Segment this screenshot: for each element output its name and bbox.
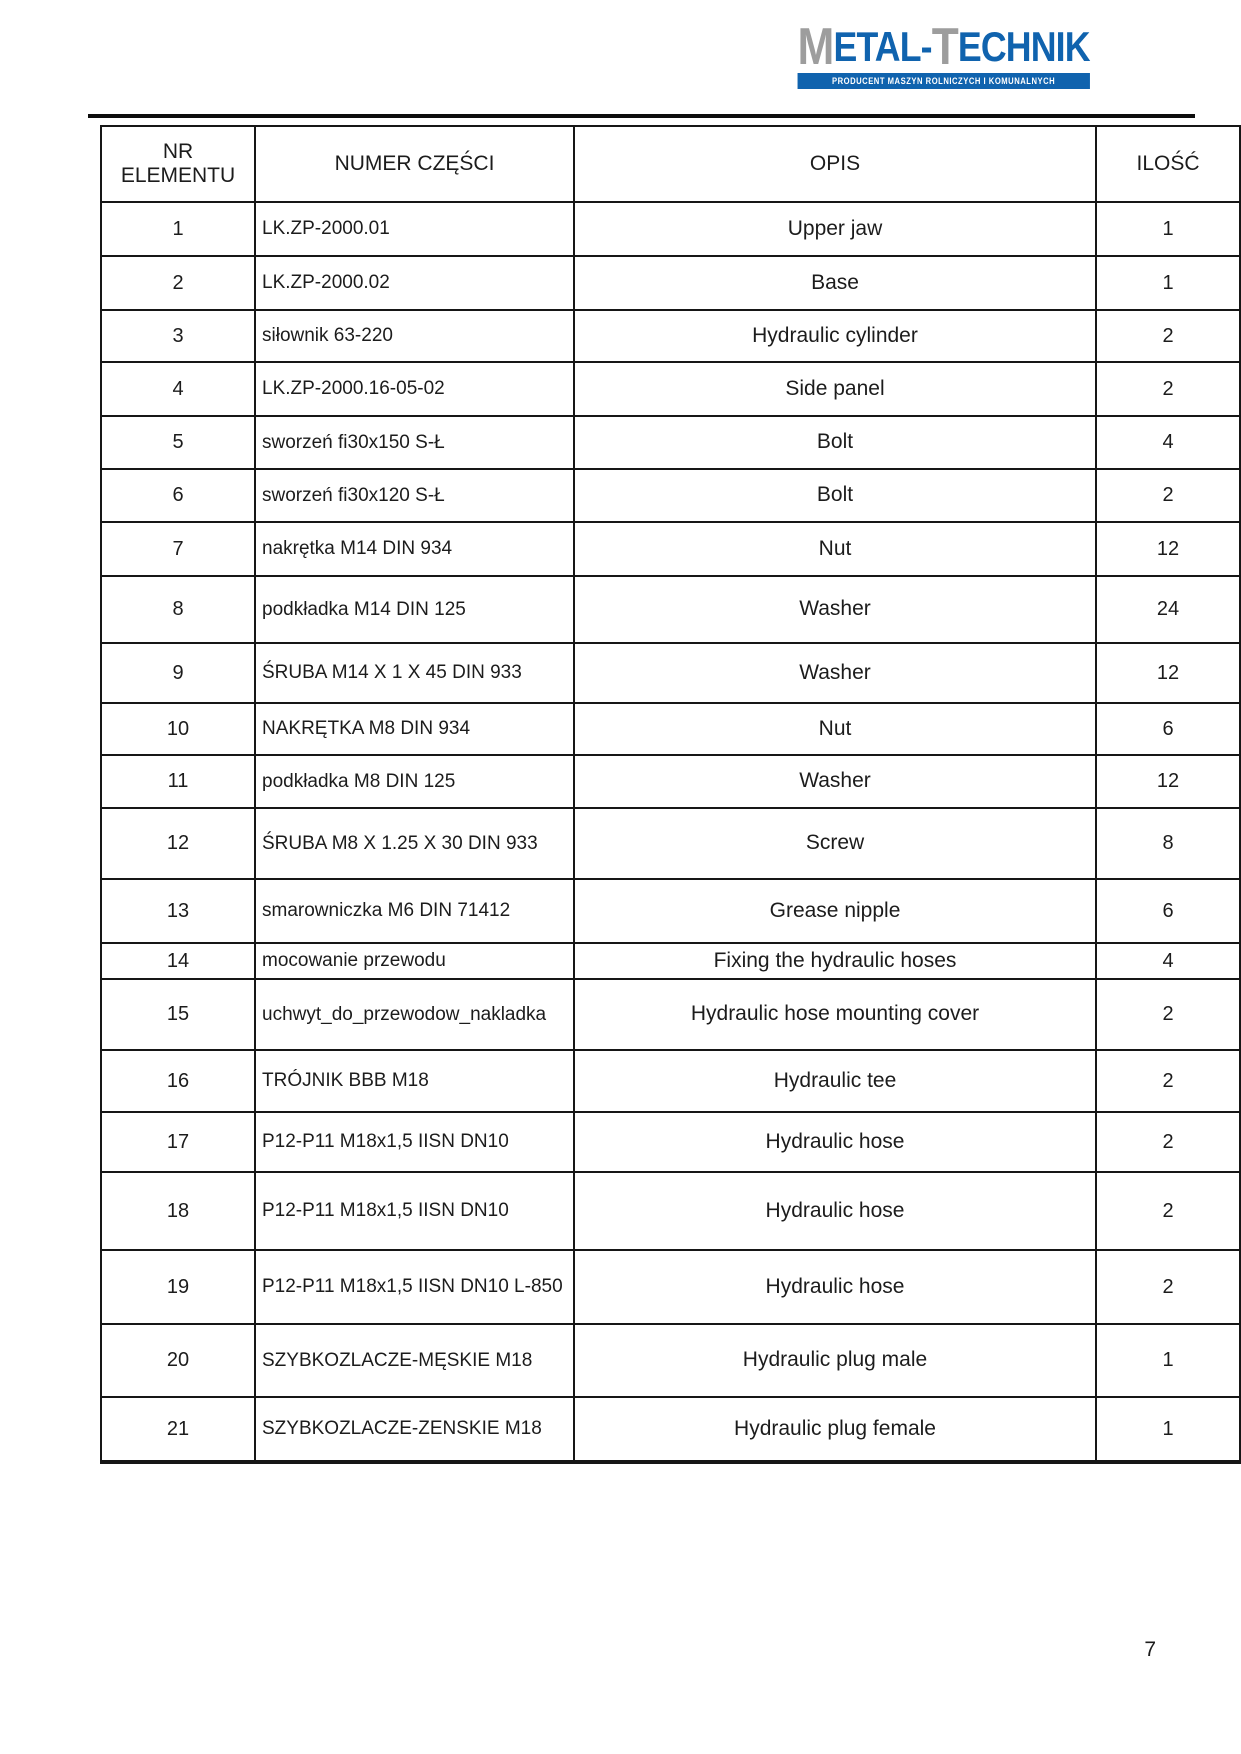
cell-description: Grease nipple: [574, 879, 1096, 943]
parts-table-body: [101, 202, 1240, 1462]
cell-element-number: 9: [101, 643, 255, 703]
header-element-number: NR ELEMENTU: [101, 126, 255, 202]
table-row: [101, 943, 1240, 979]
table-row: [101, 1112, 1240, 1172]
cell-description: Hydraulic hose: [574, 1250, 1096, 1324]
cell-quantity: 4: [1096, 416, 1240, 469]
cell-element-number: 5: [101, 416, 255, 469]
table-row: [101, 1172, 1240, 1250]
table-row: [101, 808, 1240, 879]
table-row: [101, 879, 1240, 943]
table-row: [101, 310, 1240, 362]
table-row: [101, 362, 1240, 416]
cell-part-number: P12-P11 M18x1,5 IISN DN10: [255, 1172, 574, 1250]
cell-element-number: 16: [101, 1050, 255, 1112]
cell-quantity: 2: [1096, 362, 1240, 416]
cell-quantity: 12: [1096, 643, 1240, 703]
table-row: [101, 416, 1240, 469]
cell-part-number: siłownik 63-220: [255, 310, 574, 362]
cell-quantity: 2: [1096, 1172, 1240, 1250]
cell-element-number: 6: [101, 469, 255, 522]
logo-wordmark: [797, 18, 1090, 76]
cell-description: Nut: [574, 522, 1096, 576]
cell-quantity: 1: [1096, 202, 1240, 256]
cell-quantity: 6: [1096, 879, 1240, 943]
cell-quantity: 2: [1096, 1112, 1240, 1172]
header-divider: [88, 114, 1195, 118]
cell-element-number: 4: [101, 362, 255, 416]
cell-element-number: 8: [101, 576, 255, 643]
cell-element-number: 10: [101, 703, 255, 755]
table-row: [101, 643, 1240, 703]
cell-description: Hydraulic tee: [574, 1050, 1096, 1112]
table-row: [101, 256, 1240, 310]
cell-element-number: 1: [101, 202, 255, 256]
cell-part-number: SZYBKOZLACZE-MĘSKIE M18: [255, 1324, 574, 1397]
cell-part-number: LK.ZP-2000.01: [255, 202, 574, 256]
cell-element-number: 2: [101, 256, 255, 310]
logo-text-echnik: ECHNIK: [958, 23, 1090, 70]
header-quantity: ILOŚĆ: [1096, 126, 1240, 202]
table-row: [101, 703, 1240, 755]
cell-quantity: 1: [1096, 256, 1240, 310]
cell-description: Base: [574, 256, 1096, 310]
cell-quantity: 2: [1096, 1050, 1240, 1112]
cell-quantity: 2: [1096, 310, 1240, 362]
cell-element-number: 14: [101, 943, 255, 979]
cell-element-number: 3: [101, 310, 255, 362]
cell-quantity: 4: [1096, 943, 1240, 979]
header-description: OPIS: [574, 126, 1096, 202]
cell-element-number: 13: [101, 879, 255, 943]
table-row: [101, 1250, 1240, 1324]
logo-tagline: PRODUCENT MASZYN ROLNICZYCH I KOMUNALNYCH: [798, 73, 1090, 89]
cell-quantity: 24: [1096, 576, 1240, 643]
parts-table-header: [101, 126, 1240, 202]
table-row: [101, 469, 1240, 522]
cell-part-number: nakrętka M14 DIN 934: [255, 522, 574, 576]
cell-part-number: mocowanie przewodu: [255, 943, 574, 979]
cell-quantity: 1: [1096, 1324, 1240, 1397]
cell-description: Fixing the hydraulic hoses: [574, 943, 1096, 979]
cell-element-number: 17: [101, 1112, 255, 1172]
cell-part-number: podkładka M8 DIN 125: [255, 755, 574, 808]
table-row: [101, 979, 1240, 1050]
cell-part-number: SZYBKOZLACZE-ZENSKIE M18: [255, 1397, 574, 1462]
cell-quantity: 8: [1096, 808, 1240, 879]
cell-description: Nut: [574, 703, 1096, 755]
cell-description: Washer: [574, 755, 1096, 808]
logo-letter-m: M: [797, 18, 834, 76]
cell-part-number: TRÓJNIK BBB M18: [255, 1050, 574, 1112]
cell-part-number: ŚRUBA M8 X 1.25 X 30 DIN 933: [255, 808, 574, 879]
cell-element-number: 7: [101, 522, 255, 576]
cell-description: Bolt: [574, 416, 1096, 469]
cell-element-number: 18: [101, 1172, 255, 1250]
cell-description: Bolt: [574, 469, 1096, 522]
cell-part-number: podkładka M14 DIN 125: [255, 576, 574, 643]
cell-part-number: P12-P11 M18x1,5 IISN DN10 L-850: [255, 1250, 574, 1324]
cell-quantity: 1: [1096, 1397, 1240, 1462]
cell-description: Hydraulic hose: [574, 1172, 1096, 1250]
cell-part-number: NAKRĘTKA M8 DIN 934: [255, 703, 574, 755]
cell-description: Hydraulic plug male: [574, 1324, 1096, 1397]
cell-part-number: sworzeń fi30x120 S-Ł: [255, 469, 574, 522]
cell-quantity: 2: [1096, 469, 1240, 522]
cell-part-number: LK.ZP-2000.02: [255, 256, 574, 310]
cell-description: Washer: [574, 576, 1096, 643]
metal-technik-logo: [798, 18, 1090, 89]
logo-letter-t: T: [932, 18, 959, 76]
table-row: [101, 202, 1240, 256]
table-row: [101, 576, 1240, 643]
cell-description: Hydraulic hose: [574, 1112, 1096, 1172]
table-row: [101, 1050, 1240, 1112]
cell-element-number: 12: [101, 808, 255, 879]
page-number: 7: [1144, 1638, 1156, 1661]
cell-quantity: 12: [1096, 755, 1240, 808]
header-row: [101, 126, 1240, 202]
cell-quantity: 2: [1096, 1250, 1240, 1324]
cell-element-number: 15: [101, 979, 255, 1050]
cell-part-number: smarowniczka M6 DIN 71412: [255, 879, 574, 943]
logo-text-etal: ETAL-: [833, 23, 933, 70]
parts-table: [100, 125, 1241, 1464]
cell-quantity: 2: [1096, 979, 1240, 1050]
cell-part-number: P12-P11 M18x1,5 IISN DN10: [255, 1112, 574, 1172]
cell-part-number: ŚRUBA M14 X 1 X 45 DIN 933: [255, 643, 574, 703]
cell-part-number: uchwyt_do_przewodow_nakladka: [255, 979, 574, 1050]
cell-description: Hydraulic plug female: [574, 1397, 1096, 1462]
cell-part-number: LK.ZP-2000.16-05-02: [255, 362, 574, 416]
table-row: [101, 1324, 1240, 1397]
cell-part-number: sworzeń fi30x150 S-Ł: [255, 416, 574, 469]
cell-element-number: 21: [101, 1397, 255, 1462]
cell-description: Hydraulic cylinder: [574, 310, 1096, 362]
cell-element-number: 19: [101, 1250, 255, 1324]
table-row: [101, 522, 1240, 576]
cell-description: Hydraulic hose mounting cover: [574, 979, 1096, 1050]
cell-description: Screw: [574, 808, 1096, 879]
cell-quantity: 12: [1096, 522, 1240, 576]
table-row: [101, 1397, 1240, 1462]
cell-element-number: 11: [101, 755, 255, 808]
cell-description: Washer: [574, 643, 1096, 703]
cell-element-number: 20: [101, 1324, 255, 1397]
cell-description: Side panel: [574, 362, 1096, 416]
cell-description: Upper jaw: [574, 202, 1096, 256]
cell-quantity: 6: [1096, 703, 1240, 755]
table-row: [101, 755, 1240, 808]
header-part-number: NUMER CZĘŚCI: [255, 126, 574, 202]
